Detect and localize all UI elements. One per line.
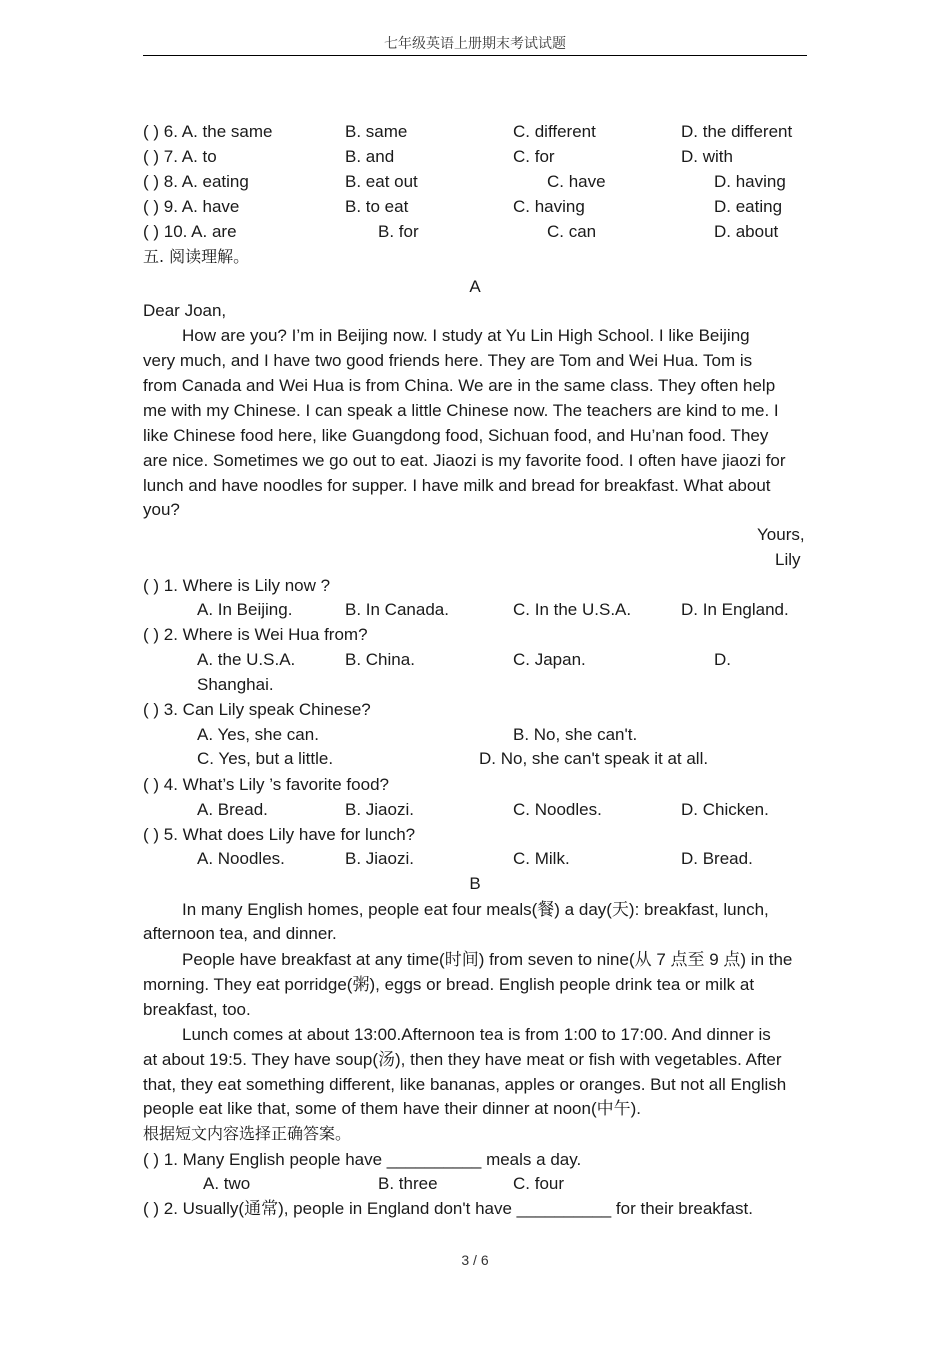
passage-a-line: like Chinese food here, like Guangdong food, Sichuan food, and Hu’nan food. They [143, 426, 769, 445]
cloze-q9-d: D. eating [714, 197, 783, 216]
question-a5: ( ) 5. What does Lily have for lunch? [143, 825, 416, 844]
option-a: A. Yes, she can. [197, 725, 319, 744]
question-b1: ( ) 1. Many English people have __________ meals a day. [143, 1150, 582, 1169]
passage-a-line: lunch and have noodles for supper. I have milk and bread for breakfast. What about [143, 476, 771, 495]
cloze-q6-d: D. the different [681, 122, 793, 141]
option-b: B. Jiaozi. [345, 849, 414, 868]
passage-a-line: How are you? I’m in Beijing now. I study at Yu Lin High School. I like Beijing [182, 326, 750, 345]
option-b: B. Jiaozi. [345, 800, 414, 819]
header-rule [143, 55, 807, 56]
question-a3: ( ) 3. Can Lily speak Chinese? [143, 700, 371, 719]
passage-b-line: breakfast, too. [143, 1000, 251, 1019]
option-c: C. Noodles. [513, 800, 602, 819]
question-a4: ( ) 4. What’s Lily ’s favorite food? [143, 775, 389, 794]
cloze-q9: ( ) 9. A. have [143, 197, 240, 216]
questions-b-instruction: 根据短文内容选择正确答案。 [143, 1124, 352, 1143]
cloze-q7-b: B. and [345, 147, 395, 166]
cloze-q8-b: B. eat out [345, 172, 418, 191]
option-b: B. No, she can't. [513, 725, 638, 744]
question-a2: ( ) 2. Where is Wei Hua from? [143, 625, 368, 644]
cloze-q9-b: B. to eat [345, 197, 409, 216]
cloze-q10-b: B. for [378, 222, 419, 241]
passage-b-line: Lunch comes at about 13:00.Afternoon tea is from 1:00 to 17:00. And dinner is [182, 1025, 771, 1044]
passage-b-label: B [469, 874, 481, 893]
option-b: B. China. [345, 650, 415, 669]
option-d: D. [714, 650, 731, 669]
cloze-q8: ( ) 8. A. eating [143, 172, 249, 191]
cloze-q10: ( ) 10. A. are [143, 222, 237, 241]
letter-greeting: Dear Joan, [143, 301, 227, 320]
question-a1: ( ) 1. Where is Lily now ? [143, 576, 331, 595]
passage-b-line: afternoon tea, and dinner. [143, 924, 337, 943]
option-d: D. Bread. [681, 849, 753, 868]
option-a: A. Noodles. [197, 849, 285, 868]
option-a: A. Bread. [197, 800, 268, 819]
option-d-text: Shanghai. [197, 675, 274, 694]
option-c: C. four [513, 1174, 565, 1193]
cloze-q6: ( ) 6. A. the same [143, 122, 273, 141]
question-b2: ( ) 2. Usually(通常), people in England don't have __________ for their breakfast. [143, 1199, 753, 1218]
option-d: D. Chicken. [681, 800, 769, 819]
cloze-q6-c: C. different [513, 122, 596, 141]
passage-a-line: very much, and I have two good friends here. They are Tom and Wei Hua. Tom is [143, 351, 753, 370]
option-c: C. Japan. [513, 650, 586, 669]
option-c: C. In the U.S.A. [513, 600, 632, 619]
passage-b-line: at about 19:5. They have soup(汤), then they have meat or fish with vegetables. After [143, 1050, 782, 1069]
passage-b-line: People have breakfast at any time(时间) from seven to nine(从 7 点至 9 点) in the [182, 950, 793, 969]
option-c: C. Milk. [513, 849, 570, 868]
cloze-q6-b: B. same [345, 122, 408, 141]
cloze-q8-c: C. have [547, 172, 606, 191]
section-title: 五. 阅读理解。 [143, 247, 250, 266]
option-a: A. In Beijing. [197, 600, 293, 619]
cloze-q7-d: D. with [681, 147, 733, 166]
passage-b-line: morning. They eat porridge(粥), eggs or bread. English people drink tea or milk at [143, 975, 755, 994]
passage-a-line: are nice. Sometimes we go out to eat. Jiaozi is my favorite food. I often have jiaozi for [143, 451, 786, 470]
cloze-q8-d: D. having [714, 172, 786, 191]
option-a: A. the U.S.A. [197, 650, 296, 669]
cloze-q10-d: D. about [714, 222, 779, 241]
option-a: A. two [203, 1174, 251, 1193]
passage-b-line: that, they eat something different, like bananas, apples or oranges. But not all English [143, 1075, 787, 1094]
option-d: D. In England. [681, 600, 789, 619]
passage-a-label: A [469, 277, 481, 296]
option-d: D. No, she can't speak it at all. [479, 749, 709, 768]
page-header: 七年级英语上册期末考试试题 [384, 36, 566, 52]
cloze-q9-c: C. having [513, 197, 585, 216]
passage-b-line: In many English homes, people eat four meals(餐) a day(天): breakfast, lunch, [182, 900, 769, 919]
cloze-q10-c: C. can [547, 222, 597, 241]
cloze-q7-c: C. for [513, 147, 555, 166]
option-b: B. In Canada. [345, 600, 449, 619]
cloze-q7: ( ) 7. A. to [143, 147, 217, 166]
option-c: C. Yes, but a little. [197, 749, 334, 768]
passage-a-line: you? [143, 500, 180, 519]
letter-signature: Lily [775, 550, 801, 569]
letter-closing: Yours, [757, 525, 805, 544]
option-b: B. three [378, 1174, 438, 1193]
passage-b-line: people eat like that, some of them have their dinner at noon(中午). [143, 1099, 641, 1118]
passage-a-line: me with my Chinese. I can speak a little Chinese now. The teachers are kind to me. I [143, 401, 779, 420]
passage-a-line: from Canada and Wei Hua is from China. We are in the same class. They often help [143, 376, 776, 395]
page-number: 3 / 6 [461, 1252, 489, 1268]
